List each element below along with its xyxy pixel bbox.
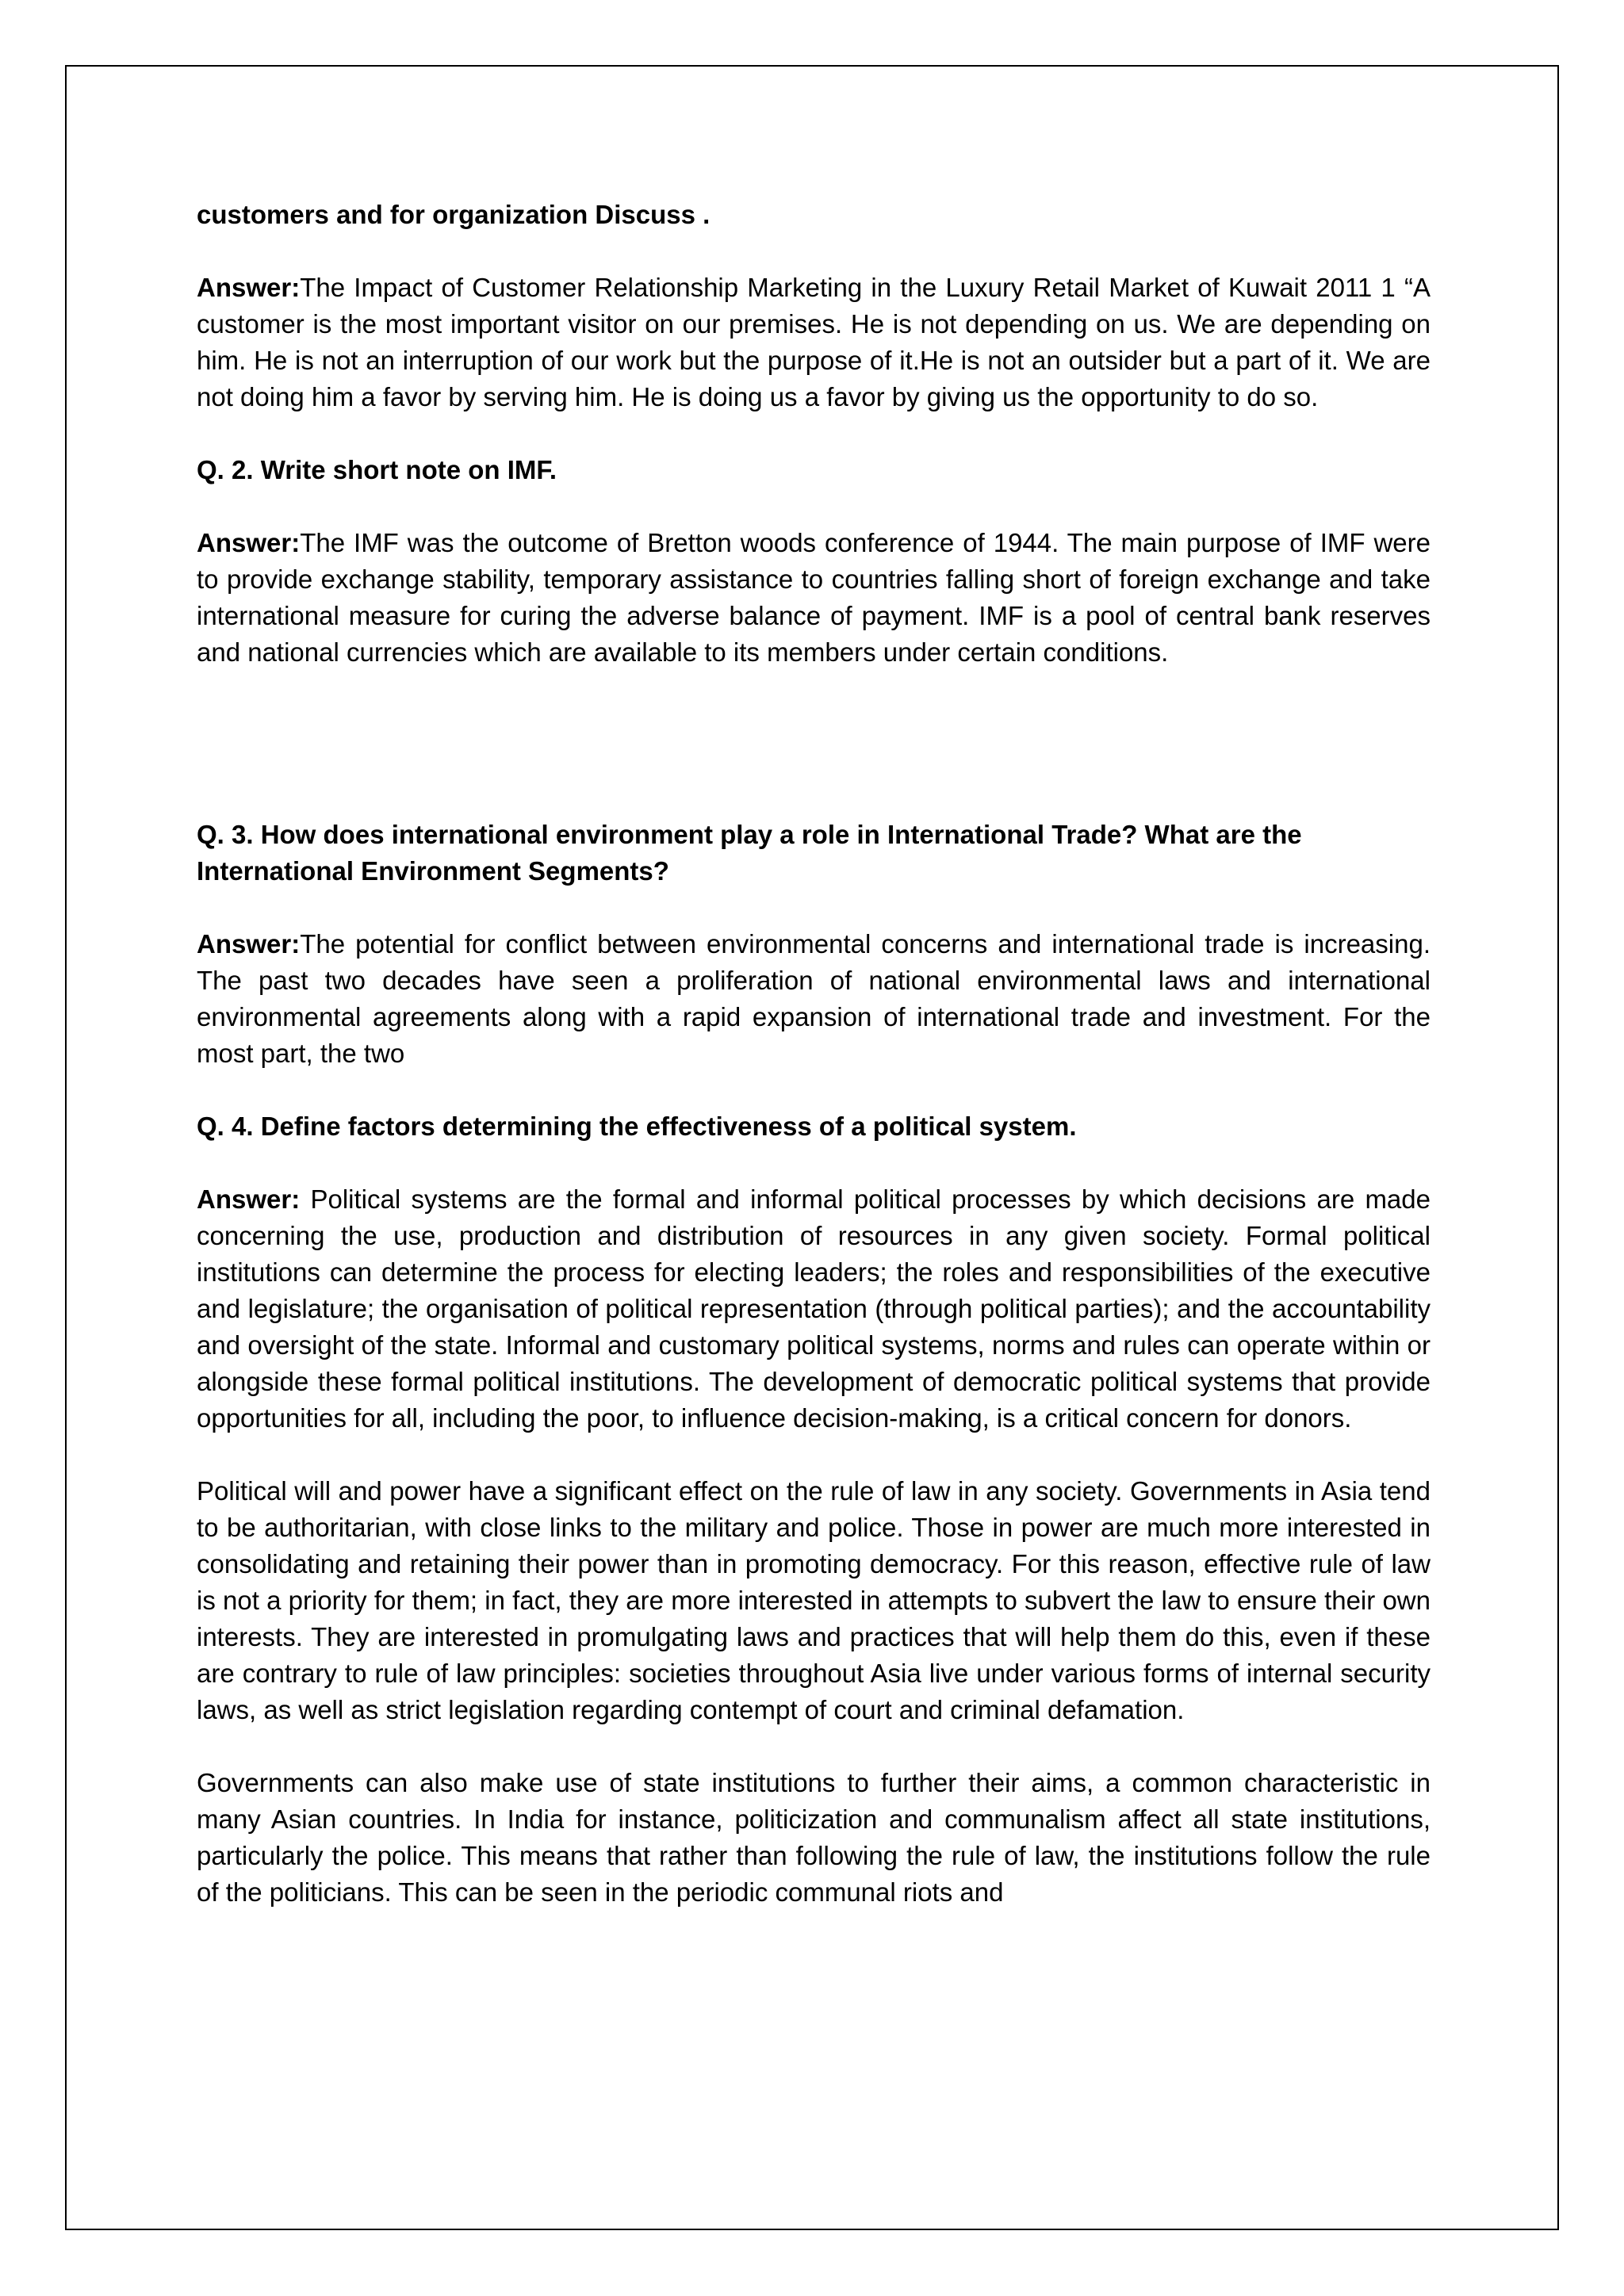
answer-label: Answer: [197,1184,301,1214]
answer-text: The Impact of Customer Relationship Marketing in the Luxury Retail Market of Kuwait 2011 1 “A customer is the most important visitor on our premises. He is not depending on us. We are depending on him. He is not an interruption of our work but the purpose of it.He is not an outsider but a part of it. We are not doing him a favor by serving him. He is doing us a favor by giving us the opportunity to do so. [197,273,1431,411]
question-1-continuation: customers and for organization Discuss . [197,200,710,229]
question-3: Q. 3. How does international environment play a role in International Trade? What are the International Environment Segments? [197,820,1302,886]
answer-1 [197,270,1431,415]
question-4: Q. 4. Define factors determining the effectiveness of a political system. [197,1112,1077,1141]
answer-text: The potential for conflict between environmental concerns and international trade is increasing. The past two decades have seen a proliferation of national environmental laws and international environmental agreements along with a rapid expansion of international trade and investment. For the most part, the two [197,929,1431,1068]
answer-label: Answer: [197,528,301,557]
answer-4-paragraph-2: Political will and power have a significant effect on the rule of law in any society. Governments in Asia tend to be authoritarian, with close links to the military and police. Those in power are much more interested in consolidating and retaining their power than in promoting democracy. For this reason, effective rule of law is not a priority for them; in fact, they are more interested in attempts to subvert the law to ensure their own interests. They are interested in promulgating laws and practices that will help them do this, even if these are contrary to rule of law principles: societies throughout Asia live under various forms of internal security laws, as well as strict legislation regarding contempt of court and criminal defamation. [197,1476,1431,1724]
document-body [197,197,1431,1911]
answer-4-paragraph-3: Governments can also make use of state institutions to further their aims, a common characteristic in many Asian countries. In India for instance, politicization and communalism affect all state institutions, particularly the police. This means that rather than following the rule of law, the institutions follow the rule of the politicians. This can be seen in the periodic communal riots and [197,1768,1431,1907]
answer-label: Answer: [197,273,301,302]
answer-4 [197,1181,1431,1437]
question-2: Q. 2. Write short note on IMF. [197,455,557,484]
answer-label: Answer: [197,929,301,959]
answer-3 [197,926,1431,1072]
answer-2 [197,525,1431,671]
answer-text: Political systems are the formal and informal political processes by which decisions are made concerning the use, production and distribution of resources in any given society. Formal political institutions can determine the process for electing leaders; the roles and responsibilities of the executive and legislature; the organisation of political representation (through political parties); and the accountability and oversight of the state. Informal and customary political systems, norms and rules can operate within or alongside these formal political institutions. The development of democratic political systems that provide opportunities for all, including the poor, to influence decision-making, is a critical concern for donors. [197,1184,1431,1433]
answer-text: The IMF was the outcome of Bretton woods conference of 1944. The main purpose of IMF were to provide exchange stability, temporary assistance to countries falling short of foreign exchange and take international measure for curing the adverse balance of payment. IMF is a pool of central bank reserves and national currencies which are available to its members under certain conditions. [197,528,1431,667]
